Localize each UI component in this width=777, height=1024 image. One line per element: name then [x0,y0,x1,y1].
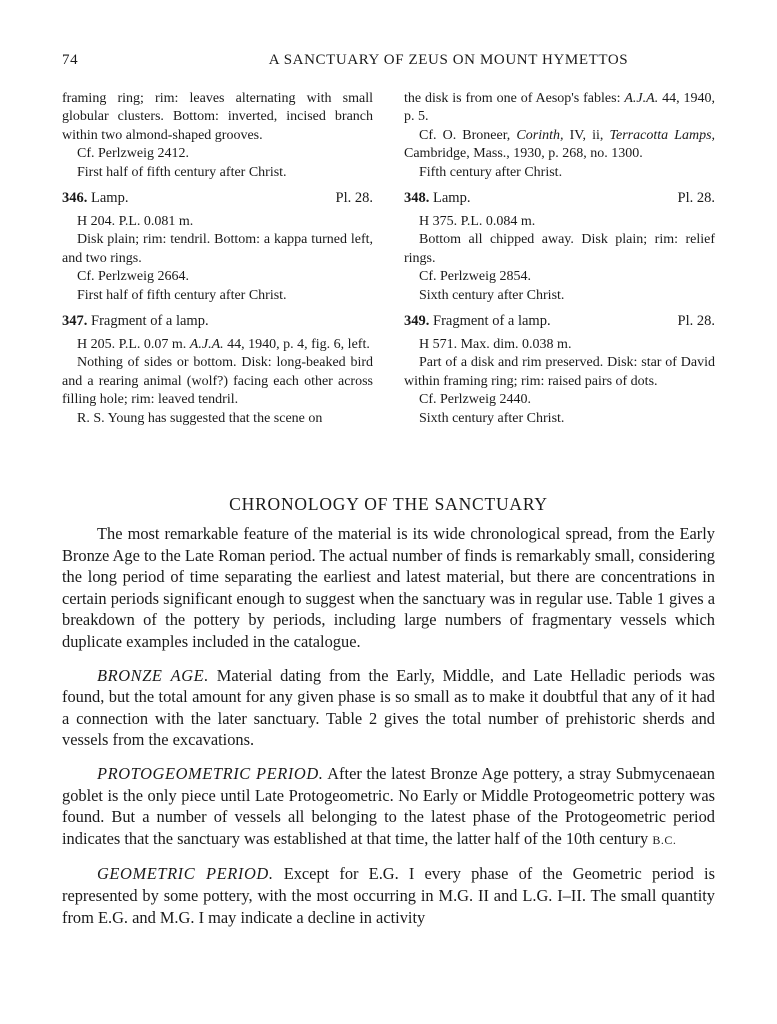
continuation-text: the disk is from one of Aesop's fables: [404,91,621,106]
bronze-age-text: Material dating from the Early, Middle, and Late Helladic periods was found, but the total amount for any given phase is so small as to make it doubtful that any of it had a connection with the later sanctuary. Table 2 gives the total number of prehistoric sherds and vessels from the excavations. [62,665,715,750]
entry-description: Nothing of sides or bottom. Disk: long-beaked bird and a rearing animal (wolf?) facing each other across filling hole; rim: leaved tendril. [62,355,373,408]
era-abbreviation: B.C. [652,832,677,847]
entry-number: 347. [62,313,88,330]
broneer-reference [404,127,715,164]
inventory-reference: 44, 1940, p. 4, fig. 6, left. [227,337,370,353]
catalogue-date: First half of fifth century after Christ. [77,164,287,180]
protogeometric-text: After the latest Bronze Age pottery, a stray Submycenaean goblet is the only piece until Late Protogeometric. No Early or Middle Protogeometric pottery was found. But a number of vessels all belonging to the latest phase of the Protogeometric period indicates that the sanctuary was established at that time, the latter half of the 10th century [62,763,715,848]
protogeometric-heading: PROTOGEOMETRIC PERIOD. [97,763,324,783]
geometric-text: Except for E.G. I every phase of the Geometric period is represented by some pottery, with the most occurring in M.G. II and L.G. I–II. The small quantity from E.G. and M.G. I may indicate a decline in activity [62,864,715,927]
catalogue-date: Fifth century after Christ. [419,164,563,180]
plate-reference: Pl. 28. [677,313,715,330]
entry-comparison: Cf. Perlzweig 2664. [77,269,189,285]
catalogue-column-right [404,90,715,428]
entry-number: 348. [404,190,430,207]
broneer-series: Corinth, [516,127,564,143]
entry-description: Disk plain; rim: tendril. Bottom: a kappa turned left, and two rings. [62,232,373,266]
entry-date: Sixth century after Christ. [419,410,565,426]
entry-inventory: H 375. P.L. 0.084 m. [419,214,536,230]
journal-abbreviation: A.J.A. [189,337,224,353]
entry-348-heading [404,189,715,208]
protogeometric-paragraph [62,763,715,851]
bronze-age-heading: BRONZE AGE. [97,665,209,685]
broneer-title: Terracotta Lamps, [609,127,716,143]
entry-title: Lamp. [433,190,471,207]
page-number: 74 [62,52,79,68]
journal-abbreviation: A.J.A. [624,91,659,106]
entry-date: First half of fifth century after Christ. [77,287,287,303]
entry-description: Part of a disk and rim preserved. Disk: star of David within framing ring; rim: raised pairs of dots. [404,355,715,389]
plate-reference: Pl. 28. [335,190,373,207]
broneer-volume: IV, ii, [569,127,604,143]
catalogue-continuation-text [404,90,715,127]
inventory-text: H 205. P.L. 0.07 m. [77,337,187,353]
entry-date: Sixth century after Christ. [419,287,565,303]
entry-title: Lamp. [91,190,129,207]
entry-title: Fragment of a lamp. [91,313,209,330]
entry-description: Bottom all chipped away. Disk plain; rim: relief rings. [404,232,715,266]
broneer-publication: Cambridge, Mass., 1930, p. 268, no. 1300. [404,146,643,162]
catalogue-continuation-text: framing ring; rim: leaves alternating with small globular clusters. Bottom: inverted, incised branch within two almond-shaped grooves. [62,91,373,143]
entry-number: 349. [404,313,430,330]
entry-note: R. S. Young has suggested that the scene on [77,410,323,426]
entry-inventory [62,336,373,354]
entry-inventory: H 571. Max. dim. 0.038 m. [419,337,572,353]
entry-349-heading [404,312,715,331]
running-title: A SANCTUARY OF ZEUS ON MOUNT HYMETTOS [268,52,629,68]
section-body [62,523,715,940]
entry-title: Fragment of a lamp. [433,313,551,330]
geometric-paragraph [62,863,715,928]
section-title: CHRONOLOGY OF THE SANCTUARY [229,494,548,514]
entry-number: 346. [62,190,88,207]
broneer-author: Cf. O. Broneer, [419,127,511,143]
entry-346-heading [62,189,373,208]
intro-paragraph: The most remarkable feature of the material is its wide chronological spread, from the Early Bronze Age to the Late Roman period. The actual number of finds is remarkably small, considering the long period of time separating the earliest and latest material, but there are concentrations in certain periods significant enough to suggest when the sanctuary was in regular use. Table 1 gives a breakdown of the pottery by periods, including large numbers of fragmentary vessels which duplicate examples included in the catalogue. [62,524,715,651]
catalogue-column-left [62,90,373,428]
catalogue-comparison: Cf. Perlzweig 2412. [77,146,189,162]
running-head [62,52,715,72]
continuation-reference: 44, 1940, p. 5. [404,91,716,125]
bronze-age-paragraph [62,665,715,751]
geometric-heading: GEOMETRIC PERIOD. [97,864,274,884]
plate-reference: Pl. 28. [677,190,715,207]
entry-comparison: Cf. Perlzweig 2854. [419,269,531,285]
entry-comparison: Cf. Perlzweig 2440. [419,392,531,408]
entry-inventory: H 204. P.L. 0.081 m. [77,214,194,230]
entry-347-heading [62,312,373,331]
